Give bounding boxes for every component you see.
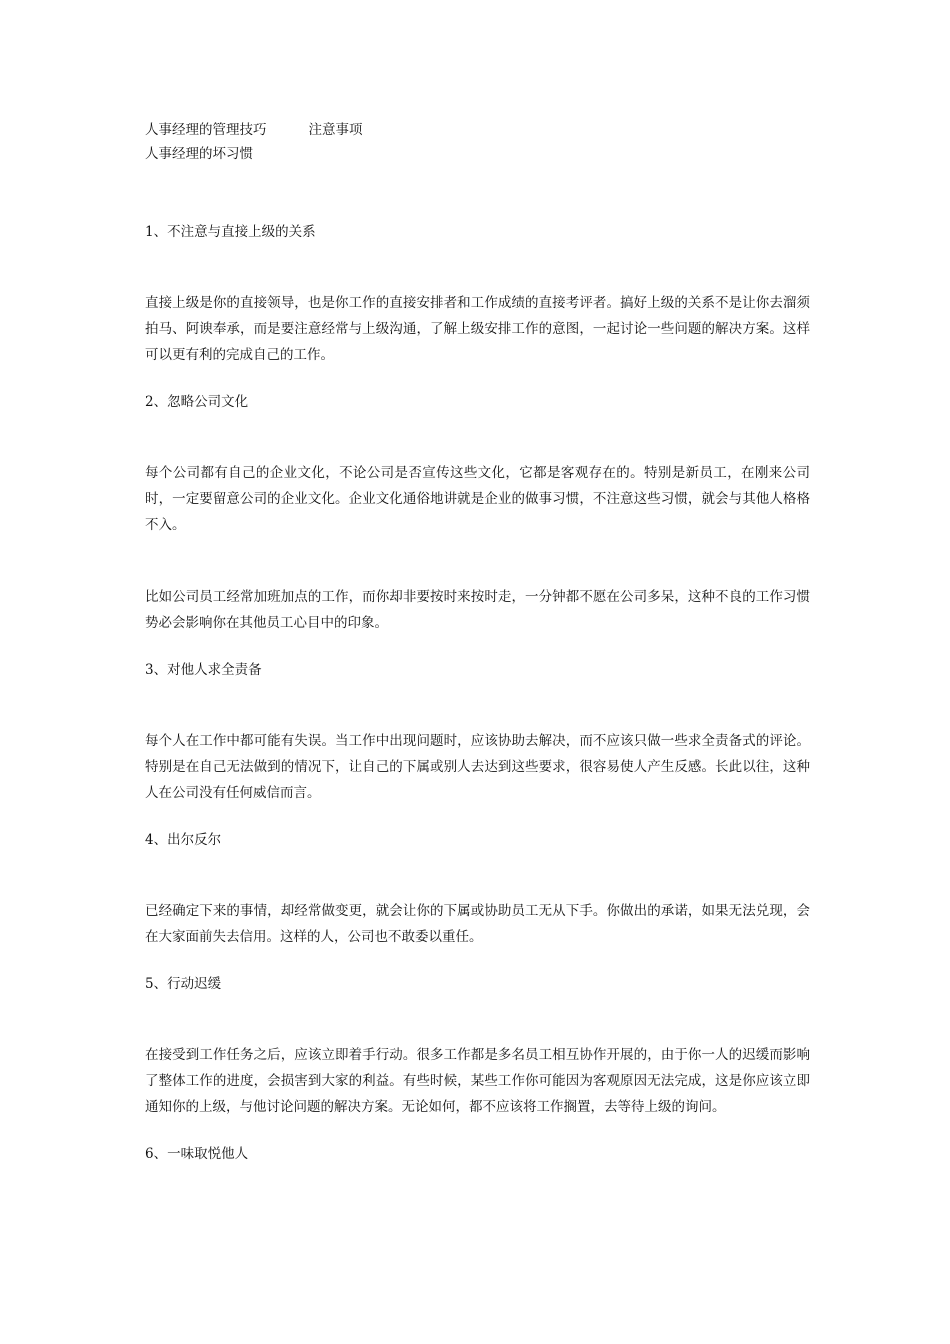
section-heading: 3、对他人求全责备 [145,662,262,678]
section-heading: 4、出尔反尔 [145,832,222,848]
document-page [145,118,810,1166]
document-title: 人事经理的管理技巧 [145,122,267,138]
section-paragraph: 直接上级是你的直接领导，也是你工作的直接安排者和工作成绩的直接考评者。搞好上级的关系不是让你去溜须拍马、阿谀奉承，而是要注意经常与上级沟通，了解上级安排工作的意图，一起讨论一些问题的解决方案。这样可以更有利的完成自己的工作。 [145,295,810,363]
section-paragraph: 每个人在工作中都可能有失误。当工作中出现问题时，应该协助去解决，而不应该只做一些求全责备式的评论。特别是在自己无法做到的情况下，让自己的下属或别人去达到这些要求，很容易使人产生反感。长此以往，这种人在公司没有任何威信而言。 [145,733,810,801]
document-tag: 注意事项 [308,122,363,138]
section-heading: 5、行动迟缓 [145,976,222,992]
section-heading: 6、一味取悦他人 [145,1146,249,1162]
document-header [145,118,810,142]
section-paragraph: 每个公司都有自己的企业文化，不论公司是否宣传这些文化，它都是客观存在的。特别是新员工，在刚来公司时，一定要留意公司的企业文化。企业文化通俗地讲就是企业的做事习惯，不注意这些习惯，就会与其他人格格不入。 [145,465,810,533]
section-heading: 2、忽略公司文化 [145,394,249,410]
section-paragraph: 在接受到工作任务之后，应该立即着手行动。很多工作都是多名员工相互协作开展的，由于你一人的迟缓而影响了整体工作的进度，会损害到大家的利益。有些时候，某些工作你可能因为客观原因无法完成，这是你应该立即通知你的上级，与他讨论问题的解决方案。无论如何，都不应该将工作搁置，去等待上级的询问。 [145,1047,810,1115]
section-heading: 1、不注意与直接上级的关系 [145,224,316,240]
section-paragraph: 比如公司员工经常加班加点的工作，而你却非要按时来按时走，一分钟都不愿在公司多呆，这种不良的工作习惯势必会影响你在其他员工心目中的印象。 [145,589,810,631]
document-subtitle: 人事经理的坏习惯 [145,146,253,162]
section-paragraph: 已经确定下来的事情，却经常做变更，就会让你的下属或协助员工无从下手。你做出的承诺，如果无法兑现，会在大家面前失去信用。这样的人，公司也不敢委以重任。 [145,903,810,945]
